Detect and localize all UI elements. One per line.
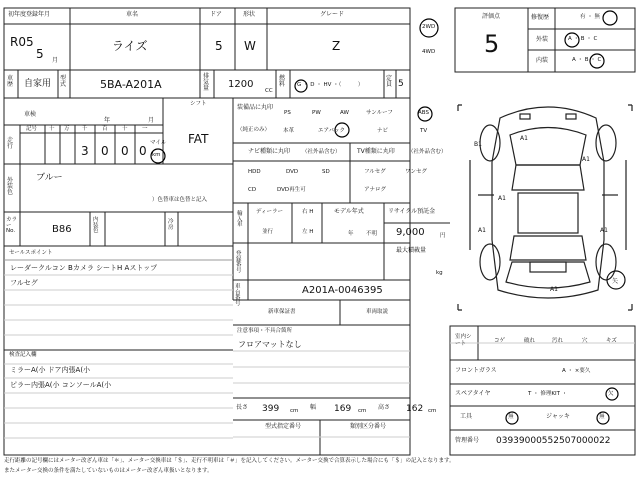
- sales-point-line: レーダークルコン Bカメラ シートH Aストップ: [10, 264, 158, 272]
- mileage-digit: 3: [81, 144, 89, 158]
- shift-value: FAT: [188, 132, 209, 146]
- mgmt-label: 管理番号: [455, 437, 480, 444]
- equipment-leather: 本革: [283, 128, 295, 134]
- mileage-unit-1: 十: [49, 126, 55, 132]
- seat-item: 汚れ: [552, 338, 564, 344]
- cc-unit: CC: [265, 88, 273, 94]
- damage-mark: A1: [498, 195, 506, 202]
- inspection-month: 月: [148, 117, 155, 124]
- spare-label: スペアタイヤ: [455, 390, 491, 397]
- recycle-label: リサイクル預託金: [388, 208, 436, 215]
- model-year-unit: 年: [348, 231, 354, 237]
- exterior-label: 外装色: [7, 177, 14, 196]
- damage-mark: A1: [600, 227, 608, 234]
- nav-hdd: HDD: [248, 169, 261, 175]
- height-label: 高さ: [378, 404, 391, 411]
- tools-selected: 無: [508, 414, 514, 420]
- capacity-label: 定員: [386, 75, 393, 88]
- footer-line-1: 走行距離の記号欄にはメーター改ざん車は「＊」、メーター交換車は「＄」、走行不明車は「＃」を記入してください。メーター交換で合算表示した場合にも「＄」の記入となります。: [4, 458, 455, 464]
- chassis-value: A201A-0046395: [302, 285, 383, 296]
- chassis-label: 車台番号: [235, 284, 241, 307]
- usage-label: 車歴: [7, 75, 14, 88]
- mileage-digit: 0: [121, 144, 129, 158]
- equipment-abs: ABS: [418, 110, 429, 116]
- windshield-label: フロントガラス: [455, 367, 497, 374]
- equipment-airbag: エアバック: [318, 128, 346, 134]
- width-label: 幅: [310, 404, 317, 411]
- jack-selected: 無: [599, 414, 605, 420]
- model-label: 型式: [60, 75, 67, 88]
- length-label: 長さ: [236, 404, 249, 411]
- doors-label: ドア: [210, 11, 222, 18]
- damage-mark: A1: [478, 227, 486, 234]
- first-reg-label: 初年度登録年月: [8, 11, 51, 18]
- exterior-color: ブルー: [36, 173, 63, 183]
- length-unit: cm: [290, 408, 299, 414]
- warranty-manual: 車両取説: [366, 309, 389, 315]
- usage-value: 自家用: [24, 79, 52, 89]
- notes-text: フロアマットなし: [238, 340, 302, 349]
- mileage-label: 走行: [7, 137, 14, 150]
- kg-unit: kg: [436, 270, 443, 276]
- inspection-label: 車検: [24, 111, 37, 118]
- width-value: 169: [334, 404, 352, 414]
- inspection-year: 年: [104, 117, 111, 124]
- tv-analog: アナログ: [364, 187, 387, 193]
- height-unit: cm: [428, 408, 437, 414]
- mileage-unit-mile: マイル: [150, 140, 167, 146]
- grade-value: Z: [332, 39, 341, 53]
- length-value: 399: [262, 404, 280, 414]
- model-year-unknown: 不明: [366, 231, 378, 237]
- footer-line-2: またメーター交換の条件を満たしていないものはメーター改ざん車扱いとなります。: [4, 468, 213, 474]
- tv-sub: （社外品含む）: [408, 149, 447, 155]
- repair-label: 修復歴: [531, 14, 550, 21]
- displacement-label: 排気量: [203, 73, 210, 92]
- seat-item: 穴: [582, 338, 588, 344]
- mileage-digit: 0: [139, 144, 147, 158]
- fuel-label: 燃料: [279, 75, 286, 88]
- type-no-label: 型式指定番号: [265, 423, 302, 430]
- shape-label: 形状: [243, 11, 256, 18]
- inspector-line: ミラーA(小 ドア内張A(小: [10, 366, 91, 374]
- jack-label: ジャッキ: [546, 413, 570, 420]
- equipment-navi: ナビ: [377, 128, 389, 134]
- nav-cd: CD: [248, 187, 257, 193]
- equipment-pw: PW: [312, 110, 321, 116]
- nav-sd: SD: [322, 169, 330, 175]
- model-value: 5BA-A201A: [100, 78, 162, 91]
- inspector-line: ピラー内張A(小 コンソールA(小: [10, 381, 112, 389]
- max-load-label: 最大積載量: [396, 247, 427, 254]
- mileage-unit-3: 千: [82, 126, 88, 132]
- score-label: 評価点: [482, 13, 501, 20]
- equipment-sub: （純正のみ）: [237, 127, 271, 133]
- spare-selected: 欠: [608, 391, 614, 397]
- sales-point-label: セールスポイント: [9, 250, 53, 256]
- equipment-label: 装備品に丸印: [237, 104, 274, 111]
- interior-color-label: 内装色: [93, 217, 99, 234]
- car-name-label: 車名: [126, 11, 139, 18]
- mgmt-value: 0393900055250700002​2: [496, 436, 611, 446]
- drive-4wd: 4WD: [422, 49, 436, 55]
- windshield-items: A ・ ×要久: [562, 368, 591, 374]
- import-parallel: 並行: [262, 229, 274, 235]
- inspector-label: 検査記入欄: [9, 352, 37, 358]
- equipment-ps: PS: [284, 110, 291, 116]
- color-no-label: カラーNo.: [6, 217, 18, 234]
- seat-item: コゲ: [494, 338, 506, 344]
- doors-value: 5: [215, 39, 223, 53]
- fuel-options: G ・ D ・ HV ・（ ）: [297, 82, 364, 88]
- recycle-value: 9,000: [396, 227, 425, 238]
- tools-label: 工具: [460, 413, 473, 420]
- color-no-value: B86: [52, 224, 72, 235]
- month-unit: 月: [52, 57, 59, 64]
- seat-label: 室内シート: [455, 334, 472, 348]
- equipment-tv: TV: [420, 128, 428, 134]
- nav-dvd-play: DVD再生可: [277, 187, 306, 193]
- ext-label: 外装: [536, 36, 549, 43]
- equipment-aw: AW: [340, 110, 349, 116]
- int-label: 内装: [536, 57, 549, 64]
- shape-value: W: [244, 39, 256, 53]
- exterior-note: ）色替車は色替と記入: [152, 197, 208, 203]
- tv-oneseg: ワンセグ: [405, 169, 428, 175]
- mileage-unit-5: 十: [122, 126, 128, 132]
- yen-unit: 円: [440, 233, 446, 239]
- mileage-unit-0: 記号: [26, 126, 38, 132]
- tv-fullseg: フルセグ: [364, 169, 386, 175]
- damage-mark: A1: [520, 135, 528, 142]
- nav-sub: （社外品含む）: [302, 149, 341, 155]
- reg-no-label: 登録番号: [236, 251, 242, 274]
- equipment-sunroof: サンルーフ: [366, 110, 393, 116]
- warranty-new-car: 新車保証書: [268, 309, 296, 315]
- damage-mark: 矢: [612, 278, 619, 285]
- damage-mark: A1: [550, 286, 558, 293]
- first-reg-year: R05: [10, 35, 34, 49]
- mileage-unit-6: 一: [142, 126, 148, 132]
- shift-label: シフト: [190, 101, 207, 107]
- width-unit: cm: [358, 408, 367, 414]
- notes-label: 注意事項・不具合箇所: [237, 328, 293, 334]
- nav-label: ナビ種類に丸印: [248, 148, 291, 155]
- car-name: ライズ: [112, 39, 148, 53]
- first-reg-month: 5: [36, 47, 44, 61]
- spare-items: T ・ 修理KIT ・: [528, 391, 568, 397]
- grade-label: グレード: [320, 11, 345, 18]
- seat-item: キズ: [606, 338, 617, 344]
- height-value: 162: [406, 404, 424, 414]
- import-left: 左 H: [302, 229, 314, 235]
- model-year-label: モデル年式: [334, 208, 364, 215]
- ac-label: 冷房: [168, 219, 174, 231]
- import-dealer: ディーラー: [256, 209, 284, 215]
- mileage-unit-km: km: [152, 152, 161, 158]
- ext-options: A ・ B ・ C: [568, 36, 598, 42]
- damage-mark: B1: [474, 141, 482, 148]
- capacity-value: 5: [398, 79, 404, 89]
- import-right: 右 H: [302, 209, 314, 215]
- class-no-label: 類別区分番号: [350, 423, 387, 430]
- sales-point-line: フルセグ: [10, 279, 38, 287]
- repair-options: 有 ・ 無: [580, 14, 600, 20]
- drive-2wd: 2WD: [422, 24, 436, 30]
- mileage-unit-2: 万: [64, 126, 70, 132]
- mileage-unit-4: 百: [102, 126, 108, 132]
- import-label: 輸入車: [237, 211, 243, 228]
- nav-dvd: DVD: [286, 169, 299, 175]
- damage-mark: A1: [582, 156, 590, 163]
- score-value: 5: [484, 30, 500, 58]
- displacement-value: 1200: [228, 79, 254, 90]
- mileage-digit: 0: [101, 144, 109, 158]
- int-options: A ・ B ・ C: [572, 57, 602, 63]
- seat-item: 破れ: [524, 338, 536, 344]
- tv-label: TV種類に丸印: [357, 148, 395, 155]
